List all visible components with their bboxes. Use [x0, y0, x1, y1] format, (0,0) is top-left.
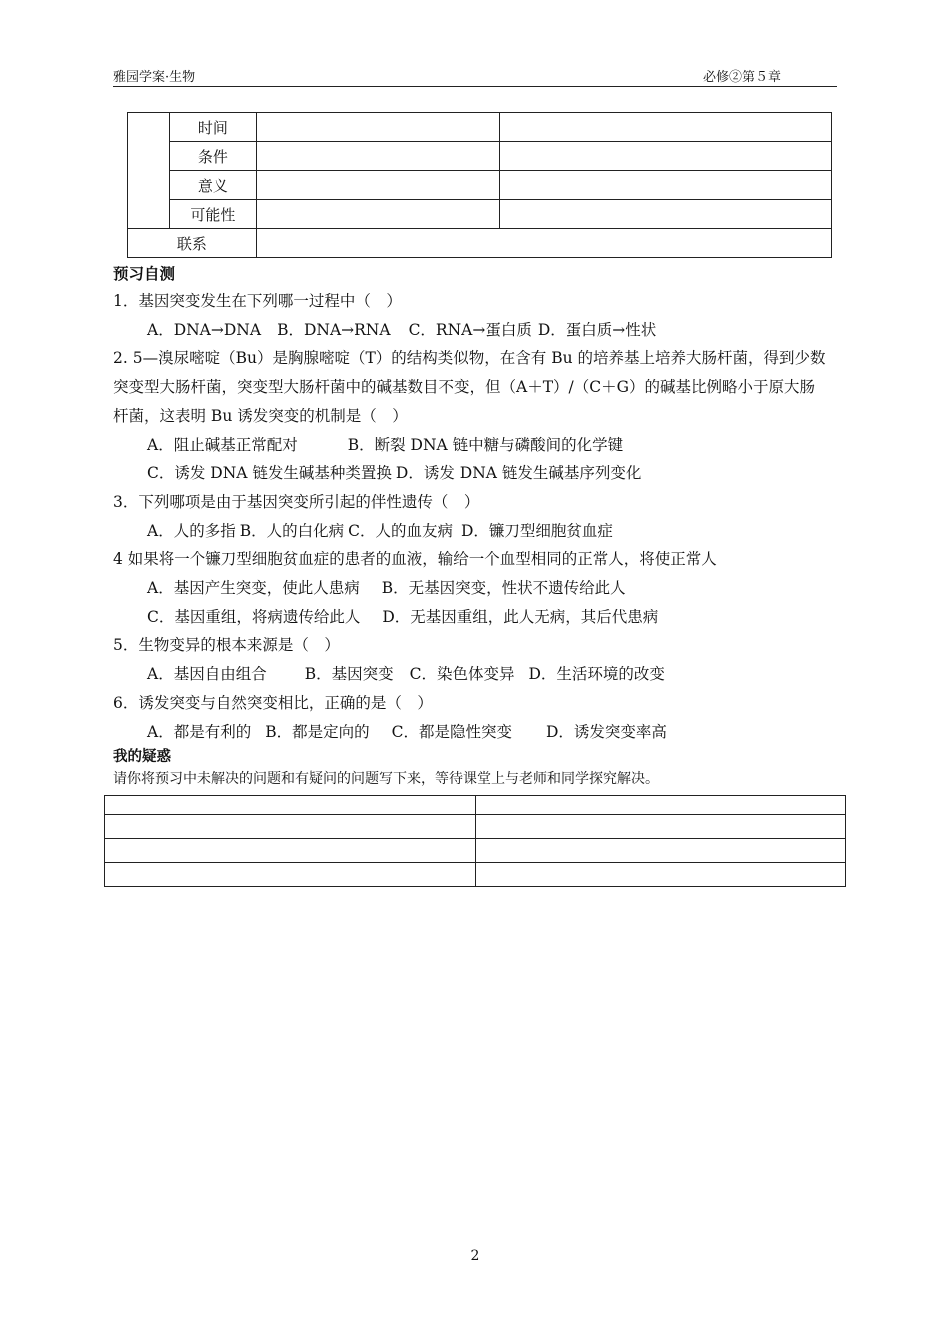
question-6: 6．诱发突变与自然突变相比，正确的是（ ）: [113, 693, 433, 712]
question-5: 5．生物变异的根本来源是（ ）: [113, 636, 340, 655]
question-2-line-2: 突变型大肠杆菌，突变型大肠杆菌中的碱基数目不变，但（A＋T）/（C＋G）的碱基比例略小于原大肠: [113, 378, 815, 397]
table-row: [105, 839, 846, 863]
table-cell[interactable]: [105, 863, 476, 887]
row-label-possibility: 可能性: [169, 200, 256, 229]
option: C．RNA→蛋白质: [408, 320, 532, 339]
option: D．生活环境的改变: [528, 665, 665, 684]
table-cell: [256, 229, 831, 258]
table-row: [128, 113, 832, 142]
table-cell[interactable]: [475, 863, 846, 887]
main-content: [113, 261, 843, 790]
table-cell: [256, 113, 500, 142]
option: C．染色体变异: [409, 665, 515, 684]
question-4-options-cd: [113, 603, 843, 632]
table-row: [128, 171, 832, 200]
table-row: [105, 815, 846, 839]
table-row: [128, 200, 832, 229]
section-title-doubts: 我的疑惑: [113, 749, 171, 766]
question-6-options: [113, 718, 843, 747]
question-3-options: [113, 517, 843, 546]
question-1: 1．基因突变发生在下列哪一过程中（ ）: [113, 292, 402, 310]
option: D．诱发 DNA 链发生碱基序列变化: [395, 464, 642, 483]
question-2-line-3: 杆菌，这表明 Bu 诱发突变的机制是（ ）: [113, 406, 408, 425]
option: B．无基因突变，性状不遗传给此人: [381, 579, 626, 598]
option: A．阻止碱基正常配对: [147, 435, 298, 454]
question-2-options-cd: [113, 459, 843, 488]
option: B．人的白化病: [239, 521, 345, 540]
option: C．基因重组，将病遗传给此人: [147, 607, 361, 626]
row-label-relation: 联系: [128, 229, 257, 258]
option: D．镰刀型细胞贫血症: [460, 521, 613, 540]
table-cell: [500, 200, 832, 229]
table-cell[interactable]: [475, 839, 846, 863]
option: B．断裂 DNA 链中糖与磷酸间的化学键: [347, 435, 624, 454]
option: A．基因产生突变，使此人患病: [147, 579, 360, 598]
option: A．DNA→DNA: [147, 320, 262, 339]
question-2-options-ab: [113, 431, 843, 460]
option: B．基因突变: [304, 665, 394, 684]
table-cell[interactable]: [105, 839, 476, 863]
option: A．人的多指: [147, 521, 236, 540]
table-cell[interactable]: [475, 796, 846, 815]
row-label-significance: 意义: [169, 171, 256, 200]
option: B．DNA→RNA: [277, 320, 391, 339]
table-cell: [500, 171, 832, 200]
doubts-instruction: 请你将预习中未解决的问题和有疑问的问题写下来，等待课堂上与老师和同学探究解决。: [113, 771, 659, 788]
question-2-line-1: 2. 5—溴尿嘧啶（Bu）是胸腺嘧啶（T）的结构类似物，在含有 Bu 的培养基上培养大肠杆菌，得到少数: [113, 349, 826, 368]
option: D．无基因重组，此人无病，其后代患病: [382, 607, 659, 626]
option: A．都是有利的: [147, 722, 252, 741]
option: C．人的血友病: [348, 521, 453, 540]
row-label-time: 时间: [169, 113, 256, 142]
table-cell: [256, 200, 500, 229]
table-cell: [256, 171, 500, 200]
option: C．都是隐性突变: [391, 722, 512, 741]
doubts-table: [104, 795, 846, 887]
table-row: [105, 863, 846, 887]
table-cell: [256, 142, 500, 171]
table-cell[interactable]: [105, 796, 476, 815]
table-cell[interactable]: [475, 815, 846, 839]
page-header: [113, 66, 837, 87]
row-label-condition: 条件: [169, 142, 256, 171]
table-row: [128, 229, 832, 258]
question-5-options: [113, 660, 843, 689]
section-title-preview: 预习自测: [113, 265, 176, 283]
option: D．蛋白质→性状: [537, 320, 657, 339]
question-4-options-ab: [113, 574, 843, 603]
option: C．诱发 DNA 链发生碱基种类置换: [147, 464, 392, 483]
header-right: 必修②第５章: [703, 70, 782, 85]
table-row: [105, 796, 846, 815]
option: D．诱发突变率高: [545, 722, 667, 741]
header-left: 雅园学案·生物: [113, 70, 196, 85]
comparison-table: [127, 112, 832, 258]
question-4: 4 如果将一个镰刀型细胞贫血症的患者的血液，输给一个血型相同的正常人，将使正常人: [113, 550, 717, 569]
table-cell: [500, 113, 832, 142]
page-number: 2: [470, 1248, 480, 1264]
question-3: 3．下列哪项是由于基因突变所引起的伴性遗传（ ）: [113, 492, 480, 511]
option: A．基因自由组合: [147, 665, 267, 684]
table-cell[interactable]: [105, 815, 476, 839]
question-1-options: [113, 316, 843, 345]
table-cell: [500, 142, 832, 171]
table-row: [128, 142, 832, 171]
table-cell-merged: [128, 113, 170, 229]
option: B．都是定向的: [265, 722, 370, 741]
